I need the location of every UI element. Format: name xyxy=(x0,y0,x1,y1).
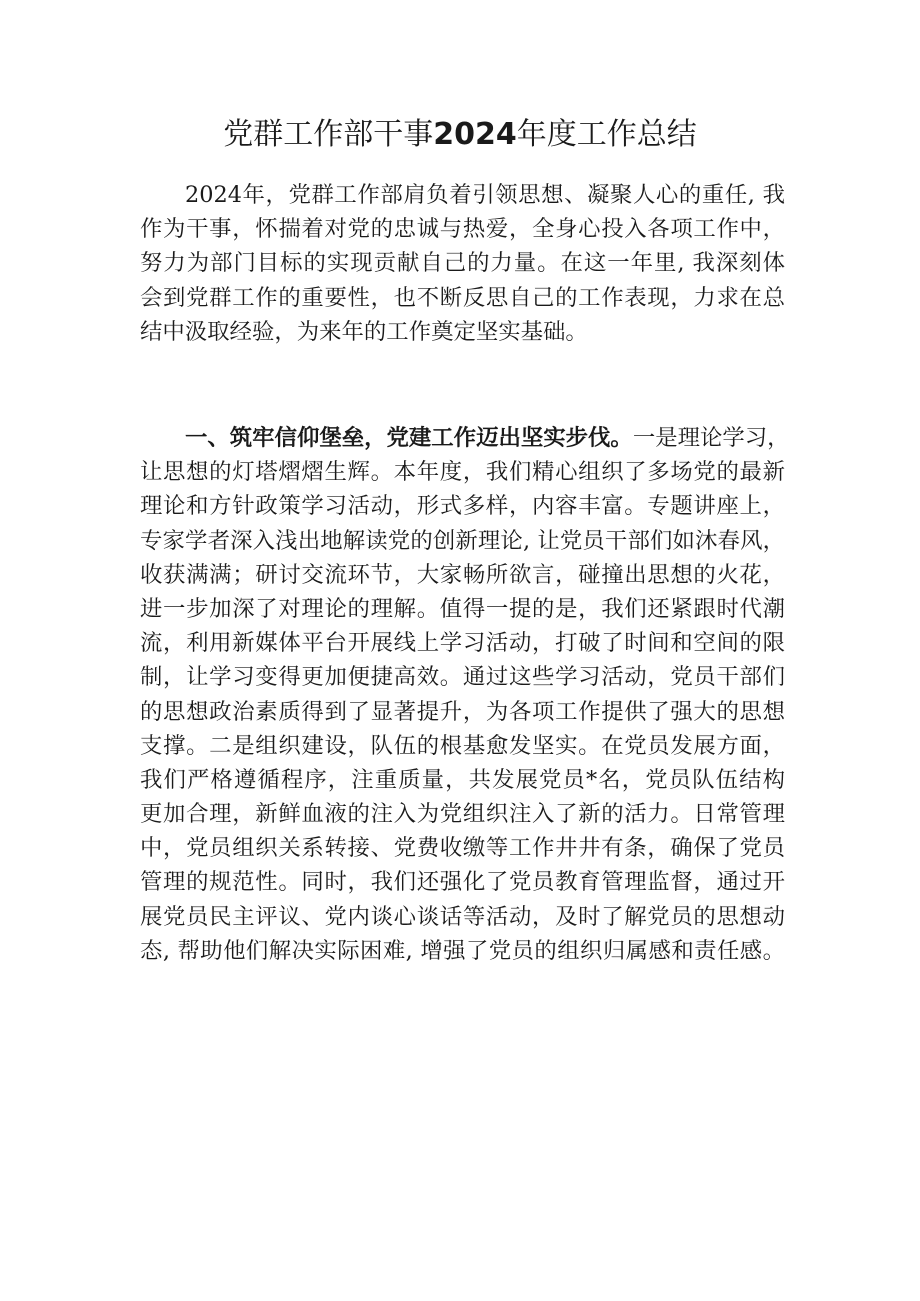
intro-line: 结中汲取经验，为来年的工作奠定坚实基础。 xyxy=(140,318,588,345)
section-1-line: 管理的规范性。同时，我们还强化了党员教育管理监督，通过开 xyxy=(140,869,785,896)
section-1-line: 流，利用新媒体平台开展线上学习活动，打破了时间和空间的限 xyxy=(140,630,785,657)
intro-line: 会到党群工作的重要性，也不断反思自己的工作表现，力求在总 xyxy=(140,284,785,311)
section-1-line: 展党员民主评议、党内谈心谈话等活动，及时了解党员的思想动 xyxy=(140,903,785,930)
section-1-line: 进一步加深了对理论的理解。值得一提的是，我们还紧跟时代潮 xyxy=(140,595,785,622)
section-1-paragraph xyxy=(140,421,790,968)
section-1-line: 理论和方针政策学习活动，形式多样，内容丰富。专题讲座上， xyxy=(140,493,785,520)
section-1-line: 制，让学习变得更加便捷高效。通过这些学习活动，党员干部们 xyxy=(140,664,785,691)
section-1-first-line xyxy=(140,421,790,455)
title-suffix: 年度工作总结 xyxy=(516,117,697,152)
section-1-line: 的思想政治素质得到了显著提升，为各项工作提供了强大的思想 xyxy=(140,698,785,725)
document-title xyxy=(0,112,920,158)
section-1-line: 支撑。二是组织建设，队伍的根基愈发坚实。在党员发展方面， xyxy=(140,732,785,759)
section-1-line: 态, 帮助他们解决实际困难, 增强了党员的组织归属感和责任感。 xyxy=(140,937,785,964)
section-1-line: 我们严格遵循程序，注重质量，共发展党员*名，党员队伍结构 xyxy=(140,766,785,793)
section-1-first-line-rest: 一是理论学习， xyxy=(632,425,790,451)
intro-paragraph xyxy=(140,178,785,349)
section-1-line: 更加合理，新鲜血液的注入为党组织注入了新的活力。日常管理 xyxy=(140,801,785,828)
section-1-line: 收获满满；研讨交流环节，大家畅所欲言，碰撞出思想的火花， xyxy=(140,561,785,588)
section-1-line: 让思想的灯塔熠熠生辉。本年度，我们精心组织了多场党的最新 xyxy=(140,459,785,486)
section-1-line: 中，党员组织关系转接、党费收缴等工作井井有条，确保了党员 xyxy=(140,835,785,862)
intro-line: 2024年，党群工作部肩负着引领思想、凝聚人心的重任, 我 xyxy=(185,182,785,208)
section-1-line: 专家学者深入浅出地解读党的创新理论, 让党员干部们如沐春风， xyxy=(140,527,785,554)
title-prefix: 党群工作部干事 xyxy=(223,117,434,152)
title-year: 2024 xyxy=(433,117,517,152)
intro-line: 作为干事，怀揣着对党的忠诚与热爱，全身心投入各项工作中， xyxy=(140,216,785,243)
section-1-heading: 一、筑牢信仰堡垒，党建工作迈出坚实步伐。 xyxy=(185,425,633,451)
intro-line: 努力为部门目标的实现贡献自己的力量。在这一年里, 我深刻体 xyxy=(140,250,785,277)
